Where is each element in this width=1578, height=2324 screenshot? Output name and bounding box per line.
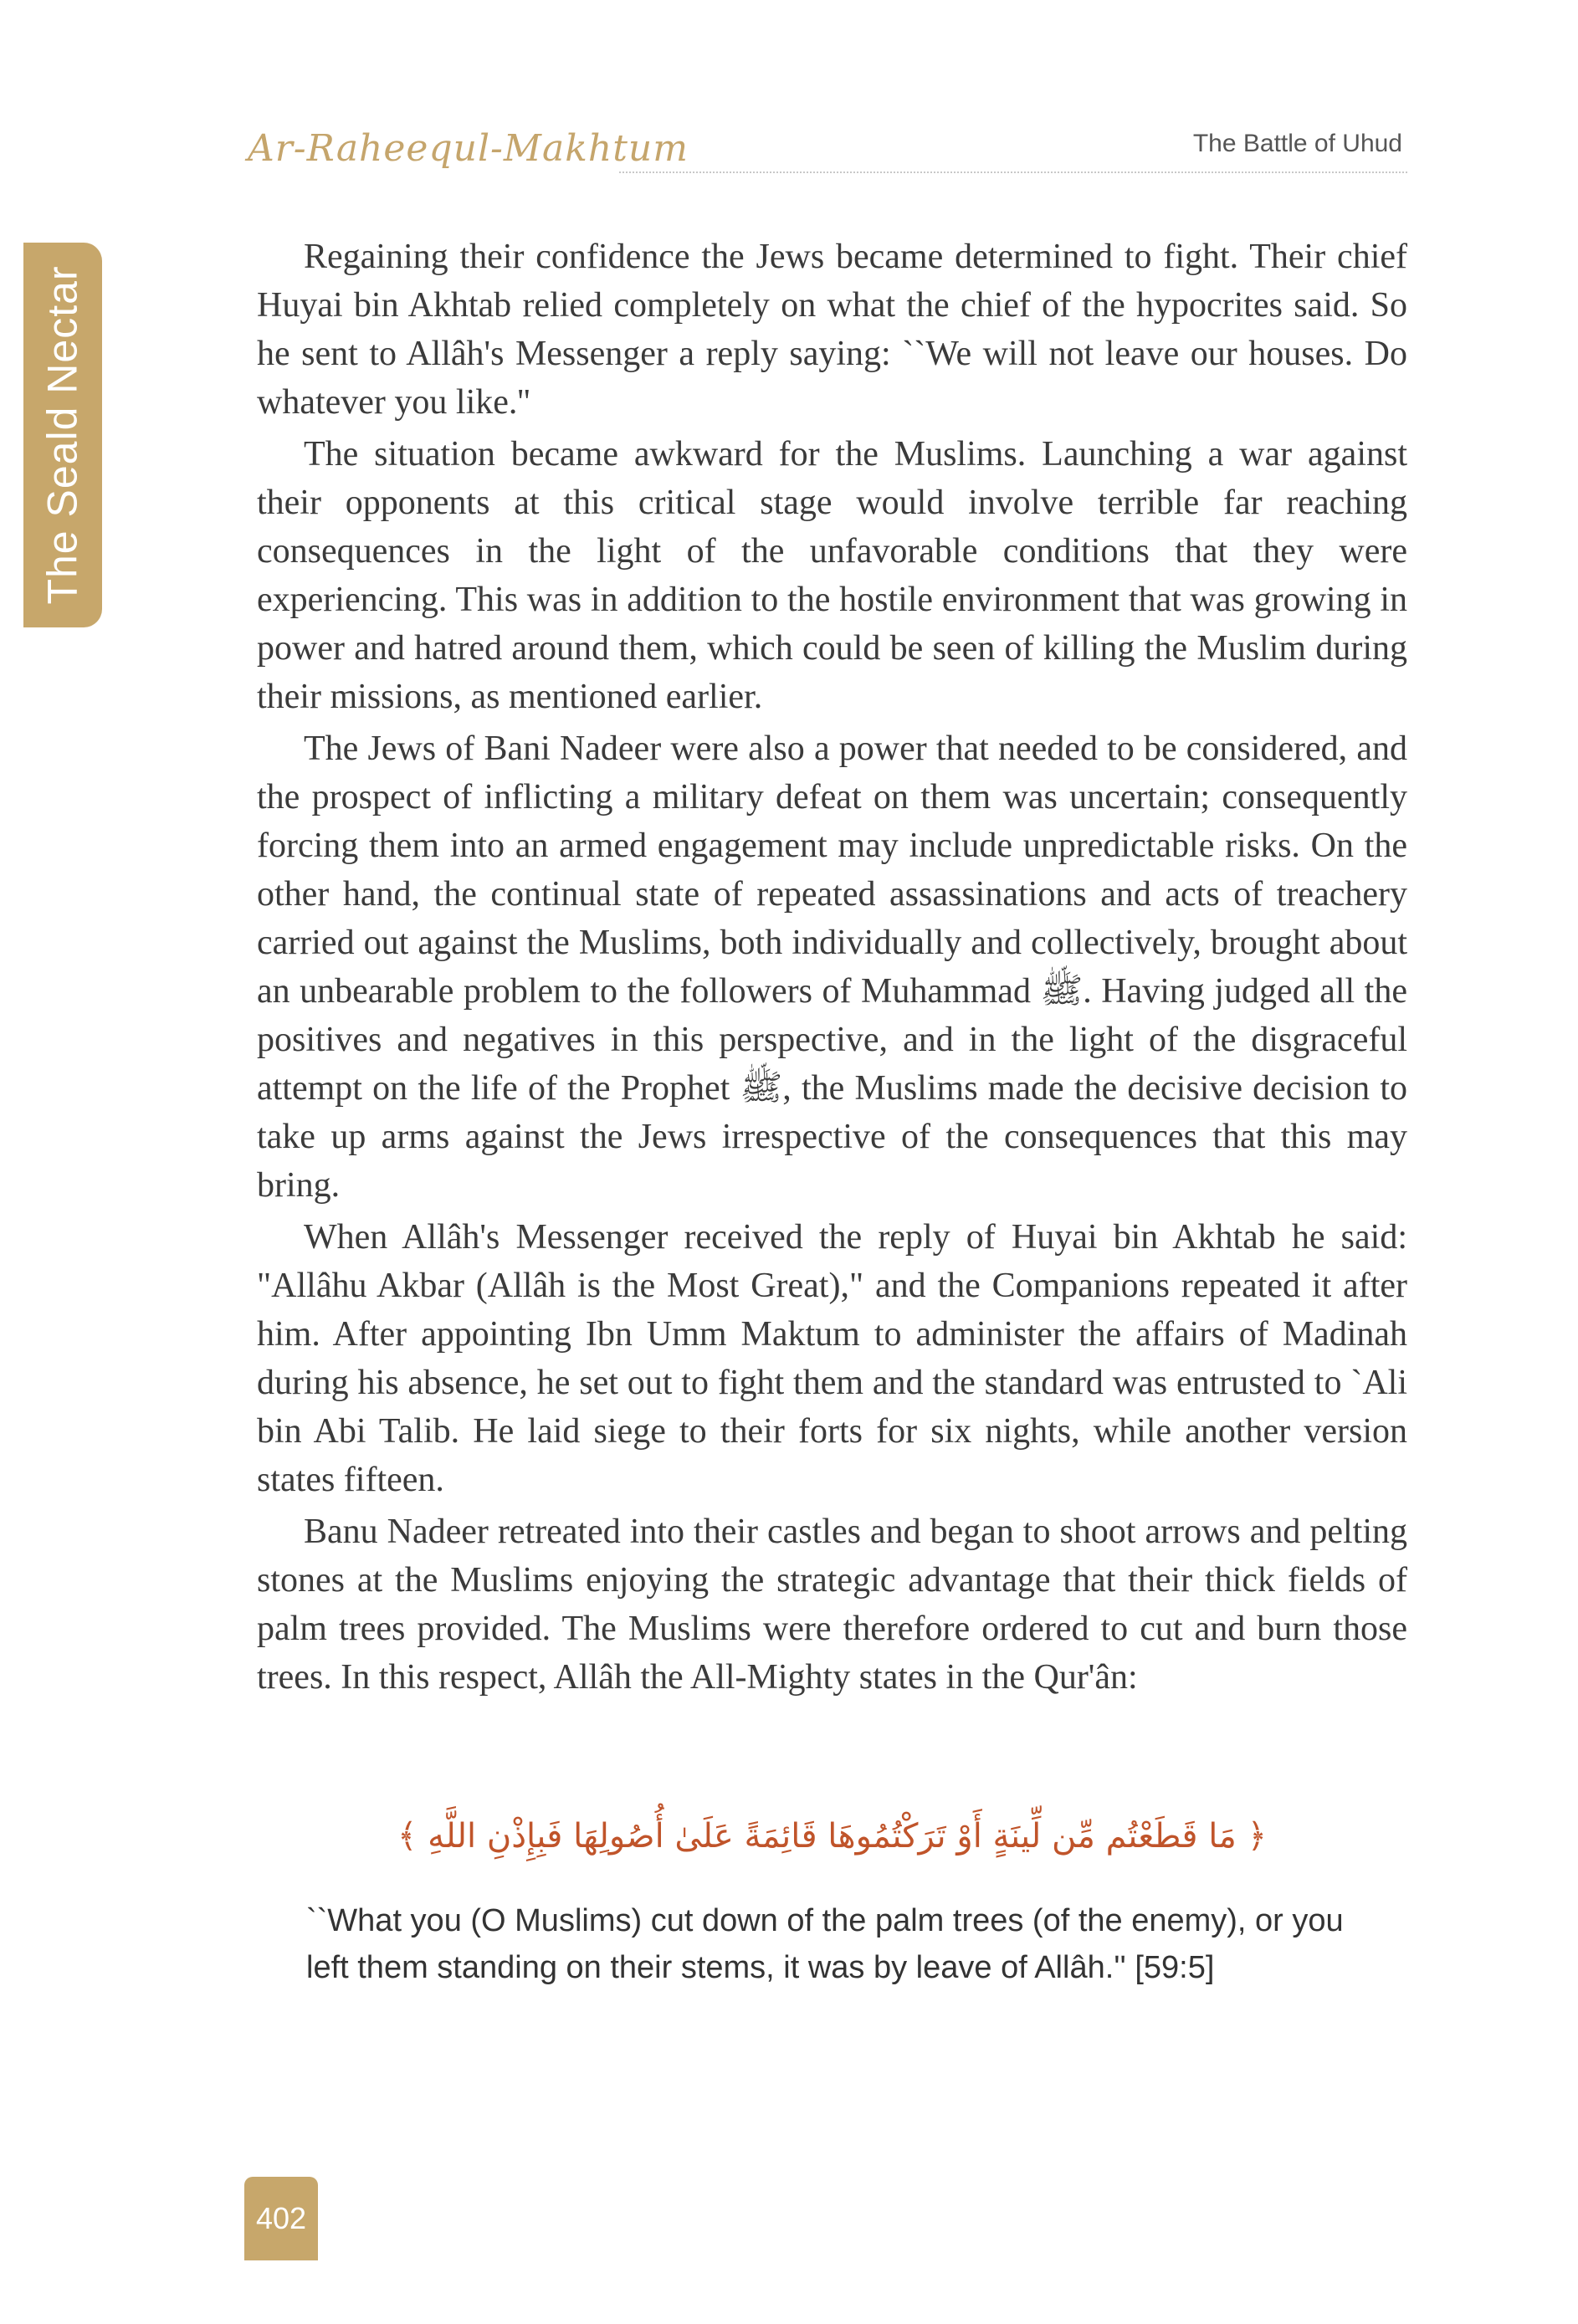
page-number: 402 — [244, 2177, 318, 2260]
paragraph: When Allâh's Messenger received the reply of Huyai bin Akhtab he said: "Allâhu Akbar (Allâh is the Most Great)," and the Companions repeated it after him. After appointing Ibn Umm Maktum to administer the affairs of Madinah during his absence, he set out to fight them and the standard was entrusted to `Ali bin Abi Talib. He laid siege to their forts for six nights, while another version states fifteen. — [257, 1218, 1407, 1499]
book-title: Ar-Raheequl-Makhtum — [248, 127, 689, 170]
paragraph: The situation became awkward for the Muslims. Launching a war against their opponents at this critical stage would involve terrible far reaching consequences in the light of the unfavorable conditions that they were experiencing. This was in addition to the hostile environment that was growing in power and hatred around them, which could be seen of killing the Muslim during their missions, as mentioned earlier. — [257, 435, 1407, 716]
paragraph: Regaining their confidence the Jews became determined to fight. Their chief Huyai bin Akhtab relied completely on what the chief of the hypocrites said. So he sent to Allâh's Messenger a reply saying: ``We will not leave our houses. Do whatever you like.'' — [257, 238, 1407, 422]
quran-verse-translation: ``What you (O Muslims) cut down of the palm trees (of the enemy), or you left them standing on their stems, it was by leave of Allâh.'' [59:5] — [306, 1903, 1344, 1985]
quran-verse-arabic: ﴿ مَا قَطَعْتُم مِّن لِّينَةٍ أَوْ تَرَكْتُمُوهَا قَائِمَةً عَلَىٰ أُصُولِهَا فَبِإِذْنِ اللَّهِ ﴾ — [397, 1817, 1268, 1856]
paragraph: Banu Nadeer retreated into their castles and began to shoot arrows and pelting stones at the Muslims enjoying the strategic advantage that their thick fields of palm trees provided. The Muslims were therefore ordered to cut and burn those trees. In this respect, Allâh the All-Mighty states in the Qur'ân: — [257, 1513, 1407, 1697]
header-divider — [619, 171, 1407, 173]
body-text — [257, 233, 1407, 1702]
side-tab — [23, 243, 102, 627]
section-title: The Battle of Uhud — [1192, 130, 1402, 157]
side-tab-label: The Seald Nectar — [39, 265, 86, 605]
paragraph: The Jews of Bani Nadeer were also a power that needed to be considered, and the prospect of inflicting a military defeat on them was uncertain; consequently forcing them into an armed engagement may include unpredictable risks. On the other hand, the continual state of repeated assassinations and acts of treachery carried out against the Muslims, both individually and collectively, brought about an unbearable problem to the followers of Muhammad ﷺ. Having judged all the positives and negatives in this perspective, and in the light of the disgraceful attempt on the life of the Prophet ﷺ, the Muslims made the decisive decision to take up arms against the Jews irrespective of the consequences that this may bring. — [257, 729, 1408, 1205]
